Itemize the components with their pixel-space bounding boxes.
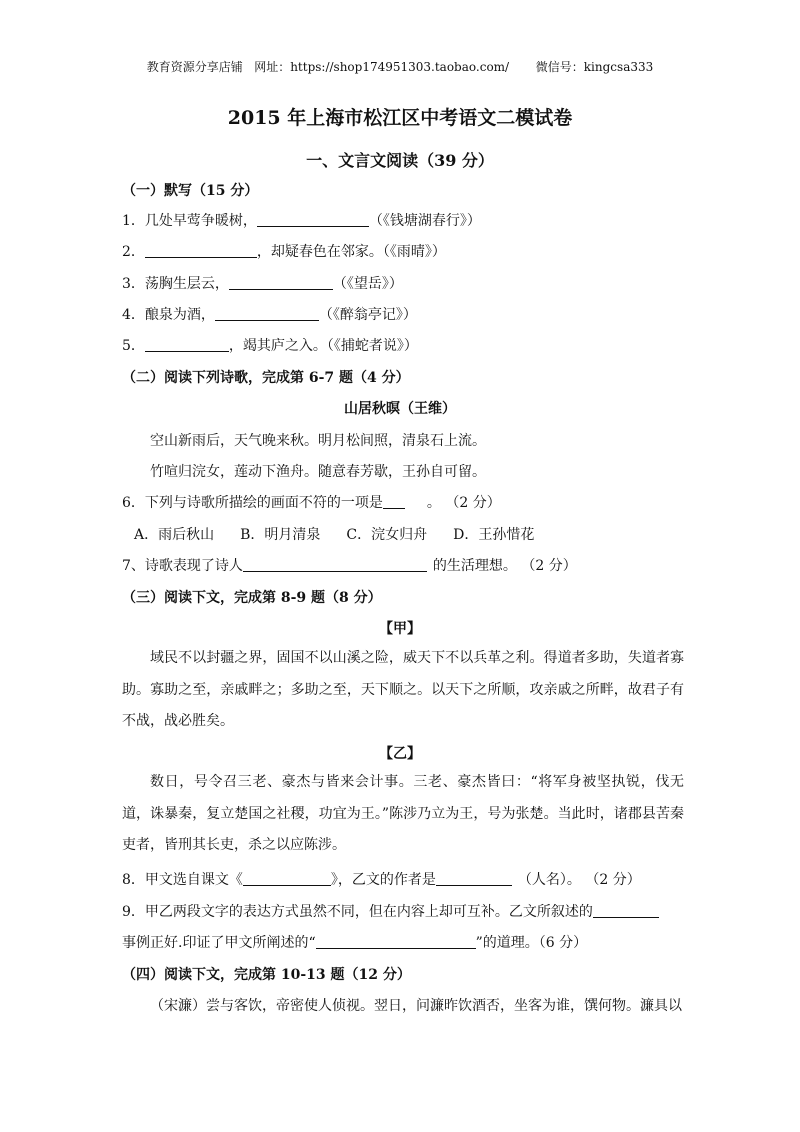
question-5-number: 5． [122,338,145,354]
question-7 [122,555,577,575]
question-1-source: （《钱塘湖春行》） [368,213,481,229]
question-4-source: （《醉翁亭记》） [318,307,417,323]
question-7-text: 7、诗歌表现了诗人 [122,558,243,574]
question-8 [122,869,641,889]
question-9 [122,901,659,921]
question-6-text: 6．下列与诗歌所描绘的画面不符的一项是 [122,495,383,511]
question-1-text: 1．几处早莺争暖树， [122,213,257,229]
answer-blank [145,243,257,258]
option-c: C．浣女归舟 [346,527,428,543]
question-4-text: 4．酿泉为酒， [122,307,215,323]
question-5-text: ，竭其庐之入。（《捕蛇者说》） [228,338,418,354]
passage-jia-title: 【甲】 [379,621,421,637]
passage-yi: 数日，号令召三老、豪杰与皆来会计事。三老、豪杰皆曰：“将军身被坚执锐，伐无道，诛暴秦，复立楚国之社稷，功宜为王。”陈涉乃立为王，号为张楚。当此时，诸郡县苦秦吏者，皆刑其长吏，杀之以应陈涉。 [122,774,684,853]
answer-blank [436,871,512,886]
answer-blank [215,306,319,321]
answer-blank [593,903,659,918]
question-6-score: 。 （2 分） [426,495,501,511]
answer-blank [229,275,333,290]
question-9-text: 9．甲乙两段文字的表达方式虽然不同，但在内容上却可互补。乙文所叙述的 [122,904,593,920]
question-3-text: 3．荡胸生层云， [122,276,229,292]
passage-jia: 域民不以封疆之界，固国不以山溪之险，威天下不以兵革之利。得道者多助，失道者寡助。寡助之至，亲戚畔之；多助之至，天下顺之。以天下之所顺，攻亲戚之所畔，故君子有不战，战必胜矣。 [122,650,684,729]
answer-blank [243,557,427,572]
part4-heading: （四）阅读下文，完成第 10-13 题（12 分） [122,967,411,983]
poem-line: 竹喧归浣女，莲动下渔舟。随意春芳歇，王孙自可留。 [150,464,486,480]
answer-blank [316,934,476,949]
question-7-score: 的生活理想。 （2 分） [432,558,577,574]
answer-blank [243,871,331,886]
part2-heading: （二）阅读下列诗歌，完成第 6-7 题（4 分） [122,370,410,386]
question-5 [122,335,418,355]
poem-title: 山居秋暝（王维） [344,401,456,417]
option-b: B．明月清泉 [240,527,321,543]
answer-blank [383,494,405,509]
question-3-source: （《望岳》） [332,276,403,292]
answer-blank [257,212,369,227]
question-3 [122,273,403,293]
question-2-number: 2． [122,244,145,260]
option-a: A．雨后秋山 [134,527,215,543]
question-8-text: 8．甲文选自课文《 [122,872,243,888]
question-6-options [134,524,534,544]
page-header: 教育资源分享店铺 网址：https://shop174951303.taobao.com/ 微信号：kingcsa333 [146,60,654,74]
passage-yi-title: 【乙】 [379,746,421,762]
question-8-score: （人名）。 （2 分） [517,872,641,888]
section-heading: 一、文言文阅读（39 分） [306,151,494,170]
question-8-mid: 》，乙文的作者是 [330,872,436,888]
answer-blank [145,337,229,352]
page-title: 2015 年上海市松江区中考语文二模试卷 [227,107,573,129]
question-2-text: ，却疑春色在邻家。（《雨晴》） [256,244,446,260]
question-9-score: ”的道理。（6 分） [475,935,588,951]
poem-line: 空山新雨后，天气晚来秋。明月松间照，清泉石上流。 [150,433,486,449]
question-9-text: 事例正好.印证了甲文所阐述的“ [122,935,316,951]
question-9-continued [122,932,587,952]
passage-song-lian: （宋濂）尝与客饮，帝密使人侦视。翌日，问濂昨饮酒否，坐客为谁，馔何物。濂具以 [150,998,682,1014]
part1-heading: （一）默写（15 分） [122,183,259,199]
question-2 [122,241,446,261]
question-6 [122,492,501,512]
option-d: D．王孙惜花 [453,527,535,543]
question-1 [122,210,481,230]
question-4 [122,304,417,324]
part3-heading: （三）阅读下文，完成第 8-9 题（8 分） [122,590,382,606]
